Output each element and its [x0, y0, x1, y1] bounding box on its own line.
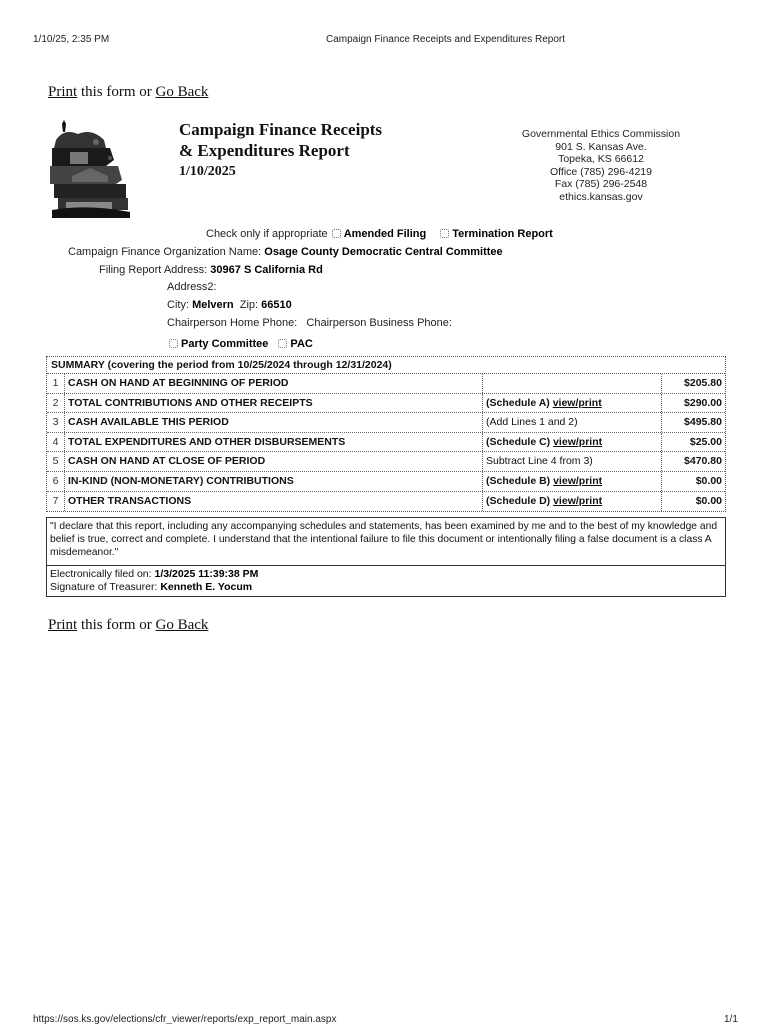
- row-number: 5: [47, 452, 65, 471]
- schedule-b-view-print-link[interactable]: view/print: [553, 474, 603, 487]
- summary-row: [47, 394, 725, 414]
- row-schedule: [483, 374, 662, 393]
- print-link[interactable]: Print: [48, 617, 78, 633]
- top-nav: [48, 84, 208, 101]
- report-title-line1: Campaign Finance Receipts: [179, 120, 383, 139]
- address-label: Address:: [163, 264, 208, 276]
- zip-value: 66510: [261, 299, 292, 311]
- declaration-text: "I declare that this report, including any accompanying schedules and statements, has been examined by me and to the best of my knowledge and belief is true, correct and complete. I understand that the intentional failure to file this document or intentionally filing a false document is a class A misdemeanor.": [46, 517, 726, 566]
- address2-label: Address2:: [167, 281, 217, 293]
- zip-label: Zip:: [239, 299, 259, 311]
- committee-type-row: [167, 338, 313, 350]
- city-value: Melvern: [192, 299, 234, 311]
- row-schedule: [483, 413, 662, 432]
- print-header-datetime: 1/10/25, 2:35 PM: [33, 34, 110, 45]
- row-number: 1: [47, 374, 65, 393]
- summary-table: [46, 356, 726, 512]
- org-name-label: Campaign Finance Organization Name:: [68, 246, 262, 258]
- org-name-row: [68, 246, 503, 258]
- agency-office-phone: Office (785) 296-4219: [550, 165, 652, 178]
- print-link[interactable]: Print: [48, 84, 78, 100]
- row-amount: $205.80: [684, 377, 722, 389]
- schedule-label: (Schedule B): [486, 474, 554, 487]
- address-row: [99, 264, 323, 276]
- summary-row: [47, 433, 725, 453]
- filed-on-line: [50, 568, 722, 581]
- kansas-capitol-seal-image: [48, 118, 132, 220]
- filing-report-label: Filing Report: [99, 264, 162, 276]
- agency-city: Topeka, KS 66612: [558, 153, 644, 166]
- schedule-label: Subtract Line 4 from 3): [486, 455, 593, 468]
- pac-checkbox[interactable]: [278, 339, 287, 348]
- row-amount: $495.80: [684, 416, 722, 429]
- agency-name: Governmental Ethics Commission: [521, 128, 681, 140]
- schedule-c-view-print-link[interactable]: view/print: [553, 435, 603, 448]
- summary-row: [47, 374, 725, 394]
- summary-row: [47, 452, 725, 472]
- termination-report-checkbox[interactable]: [440, 229, 449, 238]
- row-label: CASH AVAILABLE THIS PERIOD: [65, 413, 483, 432]
- row-label: CASH ON HAND AT BEGINNING OF PERIOD: [65, 374, 483, 393]
- home-phone-label: Chairperson Home Phone:: [167, 317, 298, 329]
- address2-row: [167, 281, 217, 293]
- summary-caption: SUMMARY (covering the period from 10/25/2024 through 12/31/2024): [47, 357, 725, 374]
- signature-label: Signature of Treasurer:: [50, 581, 158, 593]
- org-name-value: Osage County Democratic Central Committee: [264, 246, 503, 258]
- party-committee-checkbox[interactable]: [169, 339, 178, 348]
- party-committee-label: Party Committee: [181, 338, 269, 350]
- report-title-line2: & Expenditures Report: [179, 141, 350, 160]
- row-amount: $25.00: [689, 435, 722, 448]
- row-number: 6: [47, 472, 65, 491]
- schedule-label: (Schedule A): [486, 396, 553, 409]
- filing-type-row: [206, 228, 553, 240]
- row-schedule: [483, 492, 662, 512]
- row-amount: $290.00: [684, 396, 722, 409]
- amended-filing-checkbox[interactable]: [332, 229, 341, 238]
- city-zip-row: [167, 299, 292, 311]
- row-schedule: [483, 433, 662, 452]
- amended-filing-label: Amended Filing: [343, 228, 427, 240]
- treasurer-name: Kenneth E. Yocum: [160, 581, 253, 593]
- check-instruction-label: Check only if appropriate: [206, 228, 328, 240]
- business-phone-label: Chairperson Business Phone:: [306, 317, 452, 329]
- signature-line: [50, 581, 722, 594]
- summary-row: [47, 472, 725, 492]
- row-label: TOTAL EXPENDITURES AND OTHER DISBURSEMENTS: [65, 433, 483, 452]
- row-amount: $470.80: [684, 455, 722, 468]
- row-number: 4: [47, 433, 65, 452]
- schedule-label: (Add Lines 1 and 2): [486, 416, 578, 429]
- row-schedule: [483, 452, 662, 471]
- address-value: 30967 S California Rd: [210, 264, 323, 276]
- pac-label: PAC: [290, 338, 313, 350]
- row-number: 2: [47, 394, 65, 413]
- print-footer-url: https://sos.ks.gov/elections/cfr_viewer/reports/exp_report_main.aspx: [33, 1014, 337, 1024]
- row-label: OTHER TRANSACTIONS: [65, 492, 483, 512]
- agency-street: 901 S. Kansas Ave.: [555, 140, 647, 153]
- termination-report-label: Termination Report: [452, 228, 553, 240]
- schedule-a-view-print-link[interactable]: view/print: [552, 396, 602, 409]
- city-label: City:: [167, 299, 189, 311]
- filing-info-box: [46, 566, 726, 597]
- row-schedule: [483, 472, 662, 491]
- go-back-link[interactable]: Go Back: [155, 84, 209, 100]
- agency-website: ethics.kansas.gov: [559, 190, 643, 203]
- row-amount: $0.00: [695, 474, 722, 487]
- print-footer-page: 1/1: [724, 1014, 738, 1024]
- filed-on-label: Electronically filed on:: [50, 568, 152, 580]
- row-schedule: [483, 394, 662, 413]
- agency-fax: Fax (785) 296-2548: [554, 178, 648, 191]
- agency-contact-block: [500, 128, 702, 204]
- row-number: 3: [47, 413, 65, 432]
- row-label: TOTAL CONTRIBUTIONS AND OTHER RECEIPTS: [65, 394, 483, 413]
- summary-row: [47, 492, 725, 512]
- bottom-nav: [48, 617, 208, 634]
- schedule-label: (Schedule D): [486, 494, 554, 507]
- schedule-d-view-print-link[interactable]: view/print: [553, 494, 603, 507]
- phone-row: [167, 317, 452, 329]
- nav-separator-text: this form or: [77, 617, 156, 633]
- row-label: CASH ON HAND AT CLOSE OF PERIOD: [65, 452, 483, 471]
- filed-on-value: 1/3/2025 11:39:38 PM: [154, 568, 259, 580]
- row-label: IN-KIND (NON-MONETARY) CONTRIBUTIONS: [65, 472, 483, 491]
- nav-separator-text: this form or: [77, 84, 156, 100]
- print-header-title: Campaign Finance Receipts and Expenditures Report: [326, 34, 566, 45]
- row-number: 7: [47, 492, 65, 512]
- report-date: 1/10/2025: [179, 164, 236, 179]
- report-title-block: [179, 119, 382, 181]
- go-back-link[interactable]: Go Back: [155, 617, 209, 633]
- summary-row: [47, 413, 725, 433]
- schedule-label: (Schedule C): [486, 435, 554, 448]
- row-amount: $0.00: [695, 494, 722, 507]
